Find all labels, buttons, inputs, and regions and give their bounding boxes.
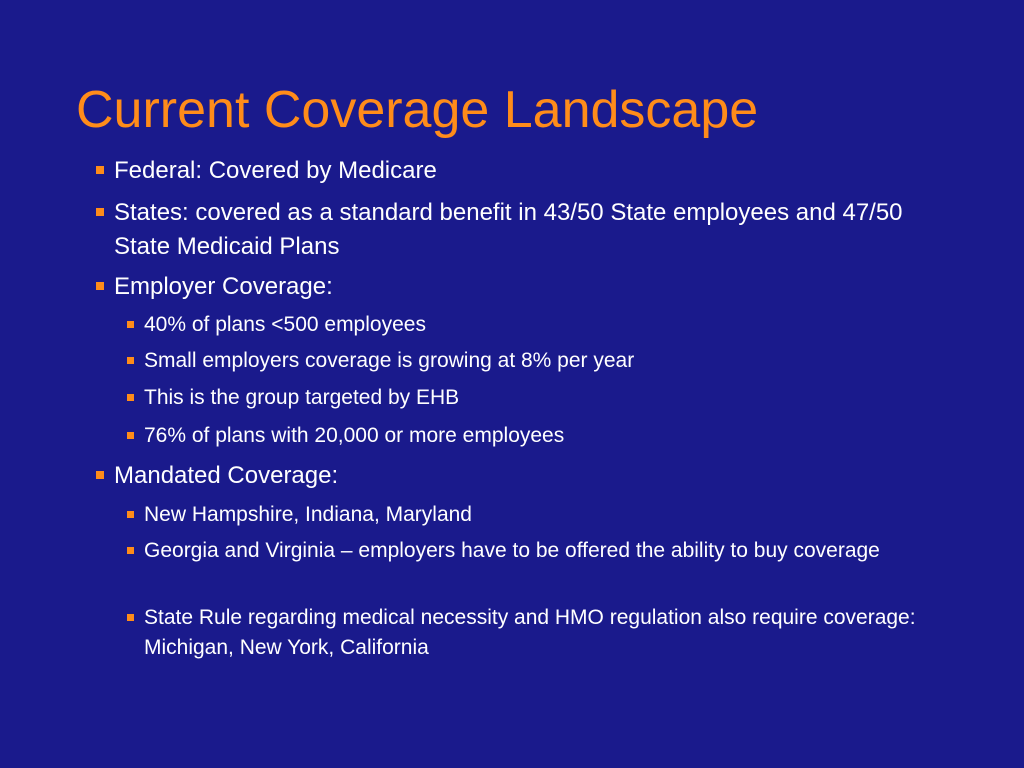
- bullet-text: Employer Coverage:: [114, 273, 333, 300]
- sub-bullet-item: [144, 536, 964, 566]
- sub-bullet-item: [144, 310, 964, 340]
- bullet-item: [114, 154, 954, 188]
- square-bullet-icon: [127, 614, 134, 621]
- sub-bullet-item: [144, 346, 964, 376]
- sub-bullet-text: Small employers coverage is growing at 8% per year: [144, 349, 635, 372]
- sub-bullet-item: [144, 421, 964, 451]
- sub-bullet-text: 76% of plans with 20,000 or more employees: [144, 424, 565, 447]
- bullet-text: Mandated Coverage:: [114, 462, 339, 489]
- bullet-item: [114, 459, 954, 493]
- slide-title: Current Coverage Landscape: [76, 81, 759, 139]
- sub-bullet-text: Georgia and Virginia – employers have to be offered the ability to buy coverage: [144, 539, 880, 562]
- sub-bullet-text: New Hampshire, Indiana, Maryland: [144, 503, 472, 526]
- sub-bullet-text: 40% of plans <500 employees: [144, 313, 426, 336]
- square-bullet-icon: [127, 511, 134, 518]
- sub-bullet-text: State Rule regarding medical necessity and HMO regulation also require coverage: Michigan, New York, California: [144, 606, 916, 659]
- square-bullet-icon: [127, 321, 134, 328]
- sub-bullet-text: This is the group targeted by EHB: [144, 386, 460, 409]
- square-bullet-icon: [127, 432, 134, 439]
- bullet-text: Federal: Covered by Medicare: [114, 157, 437, 184]
- sub-bullet-item: [144, 500, 964, 530]
- square-bullet-icon: [96, 471, 104, 479]
- bullet-item: [114, 196, 954, 264]
- square-bullet-icon: [127, 547, 134, 554]
- square-bullet-icon: [96, 166, 104, 174]
- square-bullet-icon: [96, 282, 104, 290]
- sub-bullet-item: [144, 383, 964, 413]
- bullet-item: [114, 270, 954, 304]
- bullet-text: States: covered as a standard benefit in 43/50 State employees and 47/50 State Medicaid Plans: [114, 199, 903, 260]
- square-bullet-icon: [96, 208, 104, 216]
- square-bullet-icon: [127, 394, 134, 401]
- square-bullet-icon: [127, 357, 134, 364]
- sub-bullet-item: [144, 603, 964, 663]
